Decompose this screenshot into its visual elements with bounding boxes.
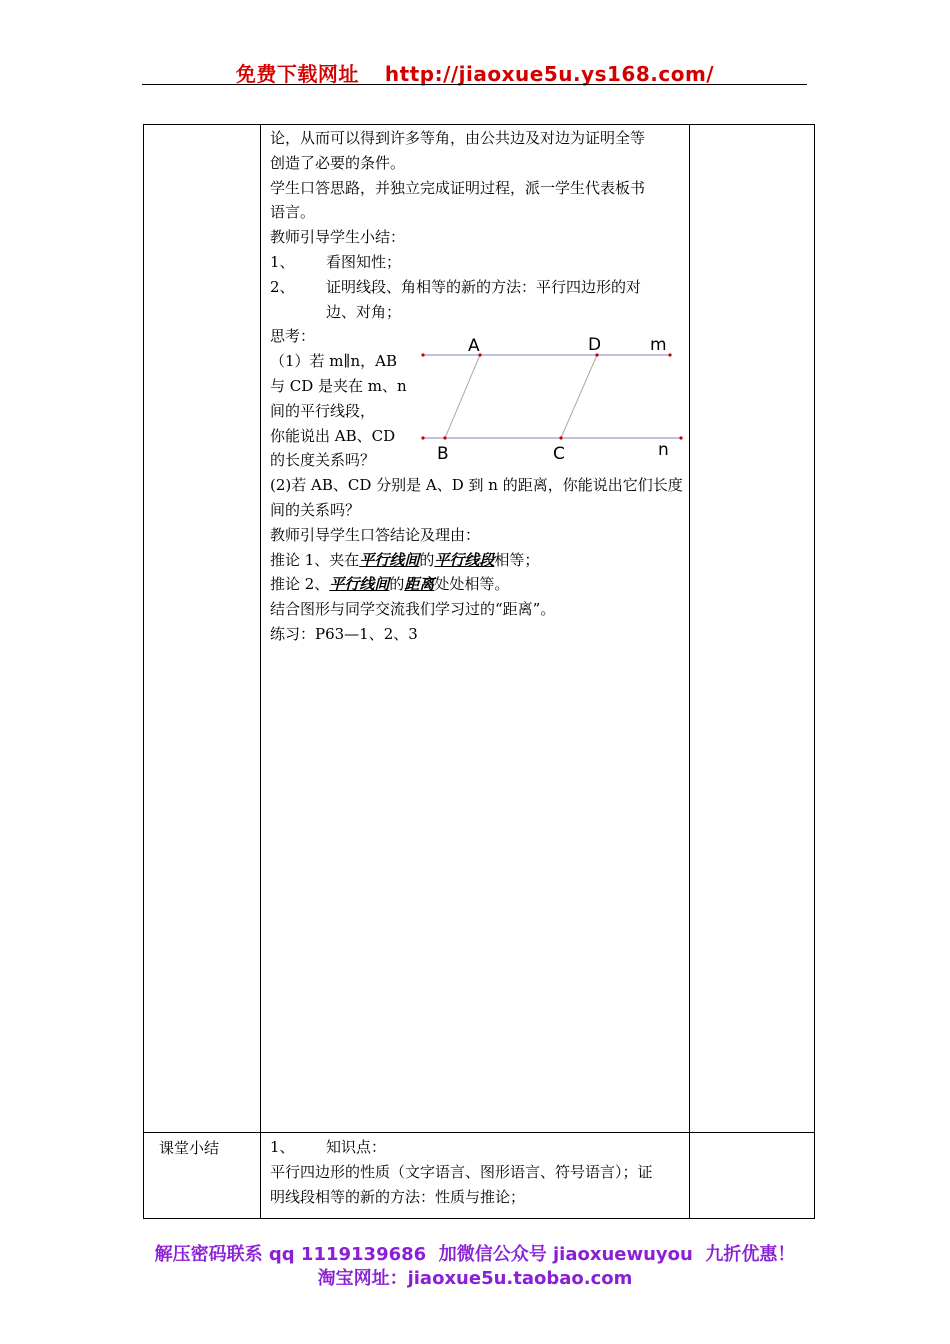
segment-cd (561, 355, 597, 438)
corollary-text: 的 (419, 550, 435, 569)
label-a: A (468, 336, 480, 356)
point-b (443, 436, 446, 439)
footer-line-1 (0, 1240, 950, 1266)
footer-taobao-link[interactable]: 淘宝网址：jiaoxue5u.taobao.com (317, 1268, 633, 1289)
think-heading: 思考： (270, 327, 316, 346)
label-m: m (650, 335, 667, 355)
footer-qq: 解压密码联系 qq 1119139686 (154, 1244, 427, 1265)
list-text: 证明线段、角相等的新的方法：平行四边形的对 (326, 277, 642, 296)
summary-point-2 (270, 275, 685, 300)
header-divider (142, 84, 807, 85)
corollary-text: 推论 2、 (270, 575, 330, 594)
emphasis-text: 平行线间 (359, 550, 420, 569)
corollary-text: 相等； (494, 550, 540, 569)
table-column-divider-left (260, 124, 261, 1219)
summary-row-label: 课堂小结 (159, 1139, 220, 1157)
point-m-right (668, 353, 671, 356)
parallel-lines-figure (415, 330, 690, 465)
corollary-1 (270, 548, 685, 573)
segment-ab (445, 355, 480, 438)
header-url-link[interactable]: http://jiaoxue5u.ys168.com/ (384, 62, 715, 86)
point-m-left (421, 353, 424, 356)
summary-point-1 (270, 250, 685, 275)
question-2-line: 间的关系吗？ (270, 500, 361, 519)
label-b: B (437, 444, 449, 464)
list-number: 1、 (270, 252, 295, 271)
question-2-line: (2)若 AB、CD 分别是 A、D 到 n 的距离，你能说出它们长度 (270, 476, 683, 495)
emphasis-text: 距离 (404, 575, 435, 594)
point-c (559, 436, 562, 439)
label-d: D (588, 335, 602, 355)
list-number: 1、 (270, 1138, 295, 1156)
page-header (0, 58, 950, 87)
point-n-right (679, 436, 682, 439)
text-line: 教师引导学生小结： (270, 228, 406, 247)
text-line: 平行四边形的性质（文字语言、图形语言、符号语言）；证 (270, 1162, 653, 1181)
text-line: 结合图形与同学交流我们学习过的“距离”。 (270, 600, 556, 619)
question-1-line: 你能说出 AB、CD (270, 426, 396, 445)
header-label: 免费下载网址 (235, 62, 359, 86)
text-line: 明线段相等的新的方法：性质与推论； (270, 1187, 526, 1206)
corollary-text: 推论 1、夹在 (270, 550, 360, 569)
list-text: 知识点： (326, 1138, 387, 1156)
corollary-2 (270, 572, 685, 597)
emphasis-text: 平行线段 (434, 550, 495, 569)
list-text: 看图知性； (326, 252, 402, 271)
list-number: 2、 (270, 277, 295, 296)
text-line: 创造了必要的条件。 (270, 153, 406, 172)
table-column-divider-right (689, 124, 690, 1219)
parallel-lines-svg (415, 330, 690, 465)
point-n-left (421, 436, 424, 439)
footer-discount: 九折优惠！ (705, 1244, 796, 1265)
table-row-divider (143, 1132, 815, 1133)
label-c: C (553, 444, 565, 464)
question-1-line: 与 CD 是夹在 m、n (270, 376, 407, 395)
text-line: 边、对角； (326, 302, 402, 321)
question-1-line: 的长度关系吗？ (270, 451, 376, 470)
corollary-text: 处处相等。 (434, 575, 510, 594)
text-line: 论，从而可以得到许多等角，由公共边及对边为证明全等 (270, 129, 646, 147)
corollary-text: 的 (389, 575, 405, 594)
footer-wechat: 加微信公众号 jiaoxuewuyou (438, 1244, 693, 1265)
practice-line: 练习：P63—1、2、3 (270, 624, 418, 643)
summary-point-1 (270, 1135, 685, 1160)
label-n: n (658, 440, 669, 460)
emphasis-text: 平行线间 (329, 575, 390, 594)
text-line: 学生口答思路，并独立完成证明过程，派一学生代表板书 (270, 178, 646, 197)
summary-content (270, 1135, 685, 1209)
question-1-line: （1）若 m∥n，AB (270, 352, 397, 371)
text-line: 教师引导学生口答结论及理由： (270, 525, 481, 544)
question-1-line: 间的平行线段， (270, 401, 376, 420)
text-line: 语言。 (270, 203, 316, 222)
